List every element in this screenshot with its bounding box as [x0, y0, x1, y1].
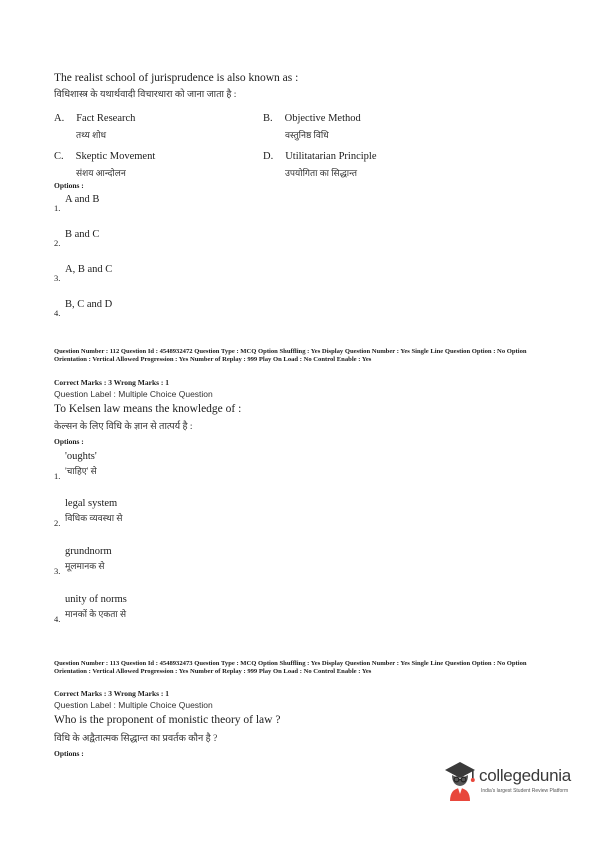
q112-options-label: Options : — [54, 437, 84, 446]
q112-option-2[interactable] — [54, 498, 274, 530]
statement-text: Fact Research — [76, 113, 136, 124]
option-number: 3. — [54, 566, 61, 576]
q112-question-label: Question Label : Multiple Choice Question — [54, 389, 213, 399]
option-number: 2. — [54, 238, 61, 248]
option-text: grundnorm — [65, 546, 112, 557]
statement-letter: D. — [263, 151, 274, 162]
option-text: B and C — [65, 229, 100, 240]
statement-text: Objective Method — [284, 113, 361, 124]
option-number: 4. — [54, 308, 61, 318]
q111-option-1[interactable] — [54, 194, 254, 214]
option-text-hi: मानकों के एकता से — [65, 609, 127, 619]
q112-option-4[interactable] — [54, 594, 274, 626]
q111-option-3[interactable] — [54, 264, 254, 284]
option-number: 2. — [54, 518, 61, 528]
q112-marks: Correct Marks : 3 Wrong Marks : 1 — [54, 378, 170, 387]
option-text-hi: मूलमानक से — [65, 561, 105, 571]
q112-option-1[interactable] — [54, 451, 274, 483]
option-text: 'oughts' — [65, 451, 97, 462]
statement-text-hi: संशय आन्दोलन — [76, 168, 126, 178]
q113-question-label: Question Label : Multiple Choice Question — [54, 700, 213, 710]
option-number: 1. — [54, 471, 61, 481]
option-number: 4. — [54, 614, 61, 624]
option-text: B, C and D — [65, 299, 113, 310]
q112-question-hi: केल्सन के लिए विधि के ज्ञान से तात्पर्य है : — [54, 422, 193, 432]
statement-text: Skeptic Movement — [75, 151, 156, 162]
q111-question-en: The realist school of jurisprudence is also known as : — [54, 72, 299, 84]
collegedunia-logo — [443, 758, 593, 804]
q111-option-4[interactable] — [54, 299, 254, 319]
option-text: unity of norms — [65, 594, 127, 605]
statement-text-hi: उपयोगिता का सिद्धान्त — [285, 168, 358, 178]
q112-question-en: To Kelsen law means the knowledge of : — [54, 403, 242, 415]
option-number: 3. — [54, 273, 61, 283]
option-text: A and B — [65, 194, 100, 205]
statement-letter: A. — [54, 113, 65, 124]
statement-letter: B. — [263, 113, 273, 124]
statement-text: Utilitatarian Principle — [285, 151, 377, 162]
option-text-hi: 'चाहिए' से — [65, 466, 97, 476]
q113-question-en: Who is the proponent of monistic theory of law ? — [54, 714, 281, 726]
q111-statement-b — [263, 108, 361, 141]
q112-meta: Question Number : 112 Question Id : 4548932472 Question Type : MCQ Option Shuffling : Yes Display Question Number : Yes Single Line Question Option : No Option Orientation : Vertical Allowed Progression : Yes Number of Replay : 999 Play On Load : No Control Enable : Yes — [54, 348, 527, 363]
q111-statement-d — [263, 146, 376, 179]
option-text: A, B and C — [65, 264, 113, 275]
option-text-hi: विधिक व्यवस्था से — [65, 513, 123, 523]
logo-name: collegedunia — [479, 766, 571, 785]
q111-statement-c — [54, 146, 155, 179]
option-text: legal system — [65, 498, 118, 509]
graduate-icon — [443, 758, 477, 802]
statement-letter: C. — [54, 151, 64, 162]
statement-text-hi: वस्तुनिष्ठ विधि — [285, 130, 329, 140]
q111-question-hi: विधिशास्त्र के यथार्थवादी विचारधारा को जाना जाता है : — [54, 90, 237, 100]
q113-options-label: Options : — [54, 749, 84, 758]
option-number: 1. — [54, 203, 61, 213]
q112-option-3[interactable] — [54, 546, 274, 578]
q111-statement-a — [54, 108, 135, 141]
statement-text-hi: तथ्य शोध — [76, 130, 107, 140]
logo-tagline: India's largest Student Review Platform — [481, 788, 569, 794]
q111-options-label: Options : — [54, 181, 84, 190]
q113-question-hi: विधि के अद्वैतात्मक सिद्धान्त का प्रवर्तक कौन है ? — [54, 734, 218, 744]
q113-meta: Question Number : 113 Question Id : 4548932473 Question Type : MCQ Option Shuffling : Yes Display Question Number : Yes Single Line Question Option : No Option Orientation : Vertical Allowed Progression : Yes Number of Replay : 999 Play On Load : No Control Enable : Yes — [54, 660, 527, 675]
q113-marks: Correct Marks : 3 Wrong Marks : 1 — [54, 689, 170, 698]
q111-option-2[interactable] — [54, 229, 254, 249]
